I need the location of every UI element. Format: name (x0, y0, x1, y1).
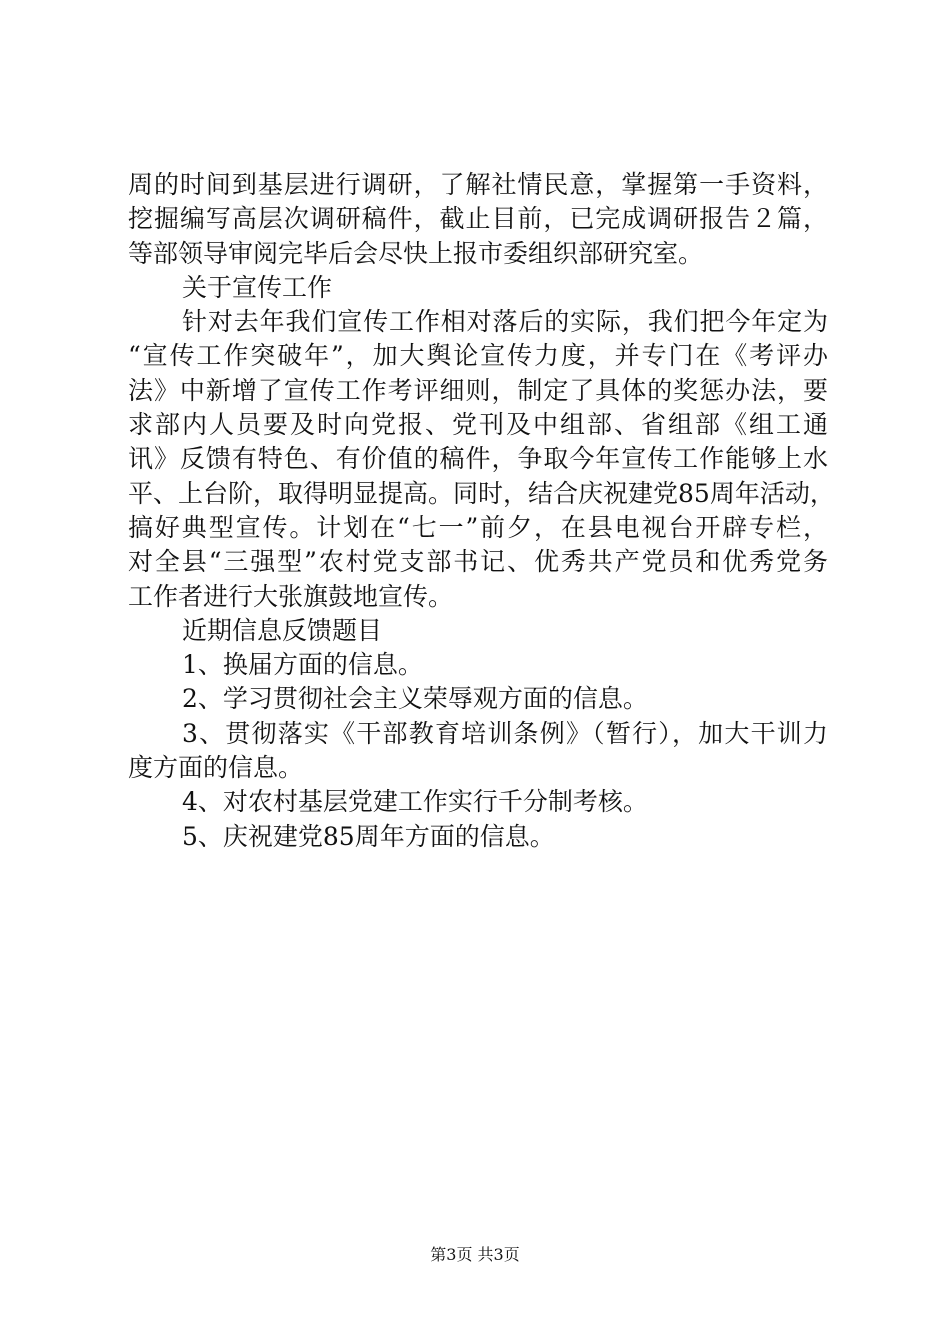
list-item: 2、学习贯彻社会主义荣辱观方面的信息。 (182, 684, 648, 714)
text-line: 搞好典型宣传。计划在“七一”前夕，在县电视台开辟专栏， (128, 512, 828, 542)
section-heading-publicity: 关于宣传工作 (182, 272, 333, 302)
text-line: 平、上台阶，取得明显提高。同时，结合庆祝建党85周年活动， (128, 478, 835, 508)
text-line: “宣传工作突破年”，加大舆论宣传力度，并专门在《考评办 (128, 341, 828, 371)
text-line: 挖掘编写高层次调研稿件，截止目前，已完成调研报告２篇， (128, 204, 828, 234)
text-line: 等部领导审阅完毕后会尽快上报市委组织部研究室。 (128, 238, 704, 268)
text-line: 针对去年我们宣传工作相对落后的实际，我们把今年定为 (182, 307, 828, 337)
text-line: 法》中新增了宣传工作考评细则，制定了具体的奖惩办法，要 (128, 375, 828, 405)
list-item: 4、对农村基层党建工作实行千分制考核。 (182, 787, 648, 817)
list-item: 1、换届方面的信息。 (182, 650, 423, 680)
document-body (128, 168, 835, 854)
text-line: 求部内人员要及时向党报、党刊及中组部、省组部《组工通 (128, 410, 828, 440)
text-line: 周的时间到基层进行调研，了解社情民意，掌握第一手资料， (128, 170, 828, 199)
section-heading-feedback-topics: 近期信息反馈题目 (182, 615, 383, 645)
text-line: 度方面的信息。 (128, 753, 304, 783)
text-line: 工作者进行大张旗鼓地宣传。 (128, 581, 454, 611)
page-footer: 第3页 共3页 (430, 1245, 520, 1264)
list-item: 5、庆祝建党85周年方面的信息。 (182, 821, 555, 851)
text-line: 讯》反馈有特色、有价值的稿件，争取今年宣传工作能够上水 (128, 444, 828, 474)
text-line: 对全县“三强型”农村党支部书记、优秀共产党员和优秀党务 (128, 547, 828, 577)
list-item: 3、贯彻落实《干部教育培训条例》（暂行），加大干训力 (182, 718, 828, 748)
